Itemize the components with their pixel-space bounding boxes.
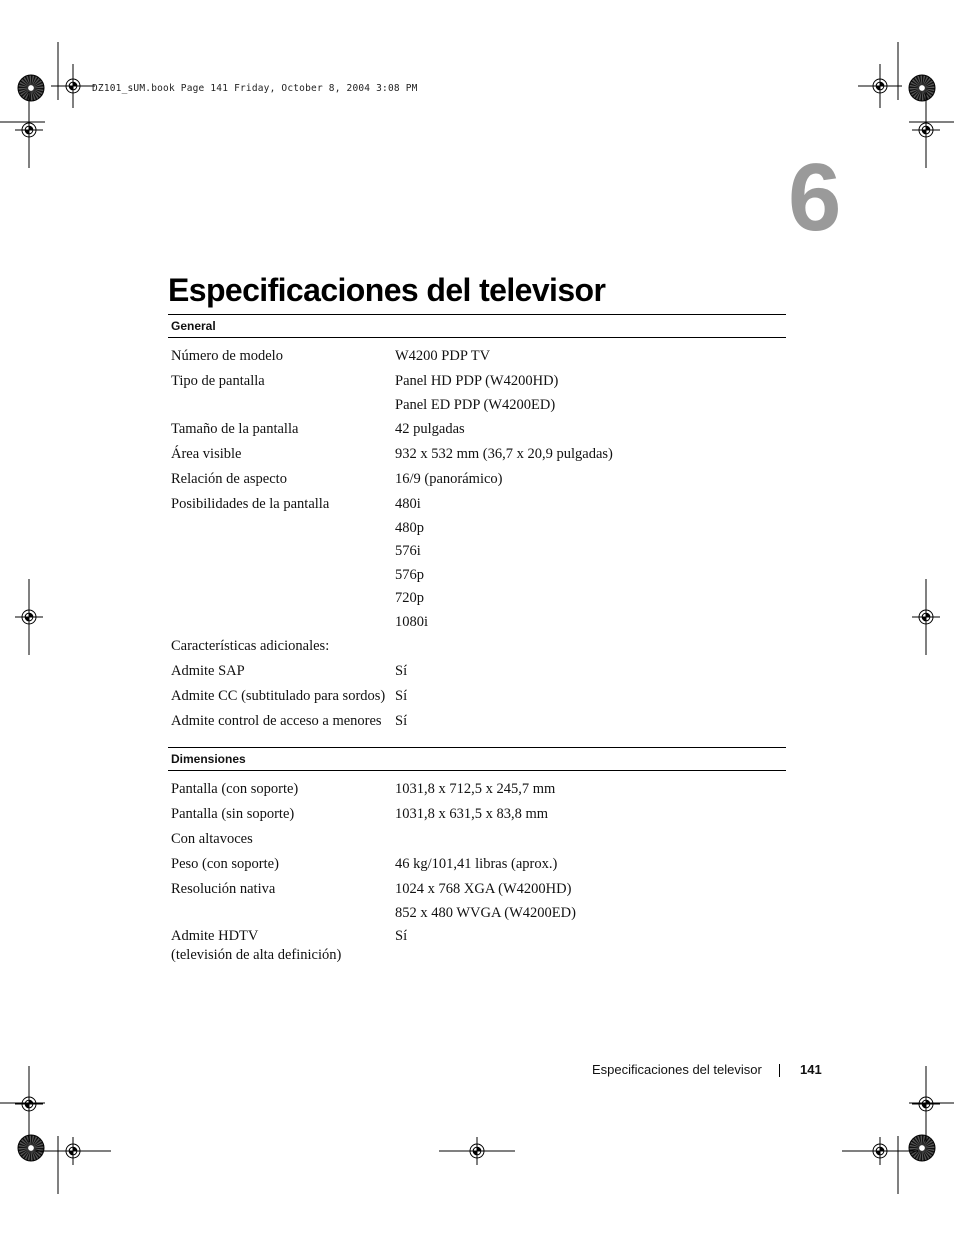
registration-mark-icon [912, 579, 940, 655]
spec-label: Características adicionales: [171, 638, 330, 654]
spec-value: 1031,8 x 712,5 x 245,7 mm [395, 781, 556, 797]
spec-values [395, 495, 428, 636]
registration-mark-icon [15, 92, 43, 168]
spec-value: 1080i [395, 613, 429, 630]
registration-mark-icon [912, 92, 940, 168]
footer-running-title: Especificaciones del televisor [592, 1062, 762, 1077]
spec-section-dimensions [168, 747, 786, 963]
spec-label: Peso (con soporte) [171, 856, 279, 872]
spec-value: 16/9 (panorámico) [395, 471, 503, 487]
spec-value: 480p [395, 519, 424, 536]
registration-mark-icon [15, 1066, 43, 1142]
page-title: Especificaciones del televisor [168, 272, 606, 308]
registration-mark-icon [842, 1137, 918, 1165]
spec-value: W4200 PDP TV [395, 348, 491, 364]
spec-value: 720p [395, 590, 424, 606]
spec-value: Panel ED PDP (W4200ED) [395, 396, 556, 413]
section-heading-label: General [171, 319, 216, 333]
file-info-header: DZ101_sUM.book Page 141 Friday, October 8, 2004 3:08 PM [92, 83, 418, 94]
spec-value: 932 x 532 mm (36,7 x 20,9 pulgadas) [395, 446, 613, 462]
spec-value: 1031,8 x 631,5 x 83,8 mm [395, 806, 549, 822]
spec-values [395, 805, 548, 829]
spec-label: Resolución nativa [171, 881, 276, 897]
spec-values [395, 662, 407, 686]
spec-values [395, 372, 558, 419]
spec-label: Admite control de acceso a menores [171, 713, 382, 729]
spec-value: 46 kg/101,41 libras (aprox.) [395, 856, 558, 872]
spec-value: 576p [395, 566, 424, 583]
section-heading [168, 747, 786, 771]
spec-label: Relación de aspecto [171, 471, 287, 487]
spec-value: Sí [395, 713, 408, 729]
spec-label: Número de modelo [171, 348, 283, 364]
spec-label: Admite HDTV (televisión de alta definición) [171, 928, 342, 963]
spec-label: Tipo de pantalla [171, 373, 265, 389]
color-wheel-icon [18, 1135, 44, 1161]
spec-label: Área visible [171, 446, 242, 462]
spec-value: 1024 x 768 XGA (W4200HD) [395, 881, 572, 897]
footer-divider [779, 1064, 780, 1077]
spec-label: Posibilidades de la pantalla [171, 496, 330, 512]
color-wheel-icon [18, 75, 44, 101]
spec-value: 42 pulgadas [395, 421, 465, 437]
spec-label: Pantalla (sin soporte) [171, 806, 295, 822]
color-wheel-icon [909, 75, 935, 101]
registration-mark-icon [15, 579, 43, 655]
spec-value: 480i [395, 496, 421, 512]
spec-label: Tamaño de la pantalla [171, 421, 299, 437]
registration-mark-icon [439, 1137, 515, 1165]
registration-mark-icon [858, 64, 902, 108]
section-heading [168, 314, 786, 338]
spec-value: Sí [395, 688, 408, 704]
spec-label: Admite SAP [171, 663, 245, 679]
spec-label: Con altavoces [171, 831, 253, 847]
spec-section-general [168, 314, 786, 729]
spec-values [395, 687, 407, 711]
spec-values [395, 420, 465, 444]
registration-mark-icon [35, 1137, 111, 1165]
spec-value: Sí [395, 928, 408, 944]
color-wheel-icon [909, 1135, 935, 1161]
spec-values [395, 470, 503, 494]
spec-values [395, 780, 555, 804]
spec-value: 852 x 480 WVGA (W4200ED) [395, 904, 576, 921]
chapter-number: 6 [788, 144, 842, 251]
spec-value: Panel HD PDP (W4200HD) [395, 373, 559, 389]
registration-mark-icon [912, 1066, 940, 1142]
spec-values [395, 445, 613, 469]
spec-value: Sí [395, 663, 408, 679]
spec-label: Pantalla (con soporte) [171, 781, 299, 797]
spec-value: 576i [395, 543, 421, 559]
spec-label: Admite CC (subtitulado para sordos) [171, 688, 386, 704]
spec-values [395, 347, 490, 371]
spec-values [395, 927, 407, 951]
spec-values [395, 712, 407, 736]
spec-values [395, 880, 576, 927]
spec-values [395, 855, 557, 879]
section-heading-label: Dimensiones [171, 752, 246, 766]
page-number: 141 [800, 1062, 822, 1077]
